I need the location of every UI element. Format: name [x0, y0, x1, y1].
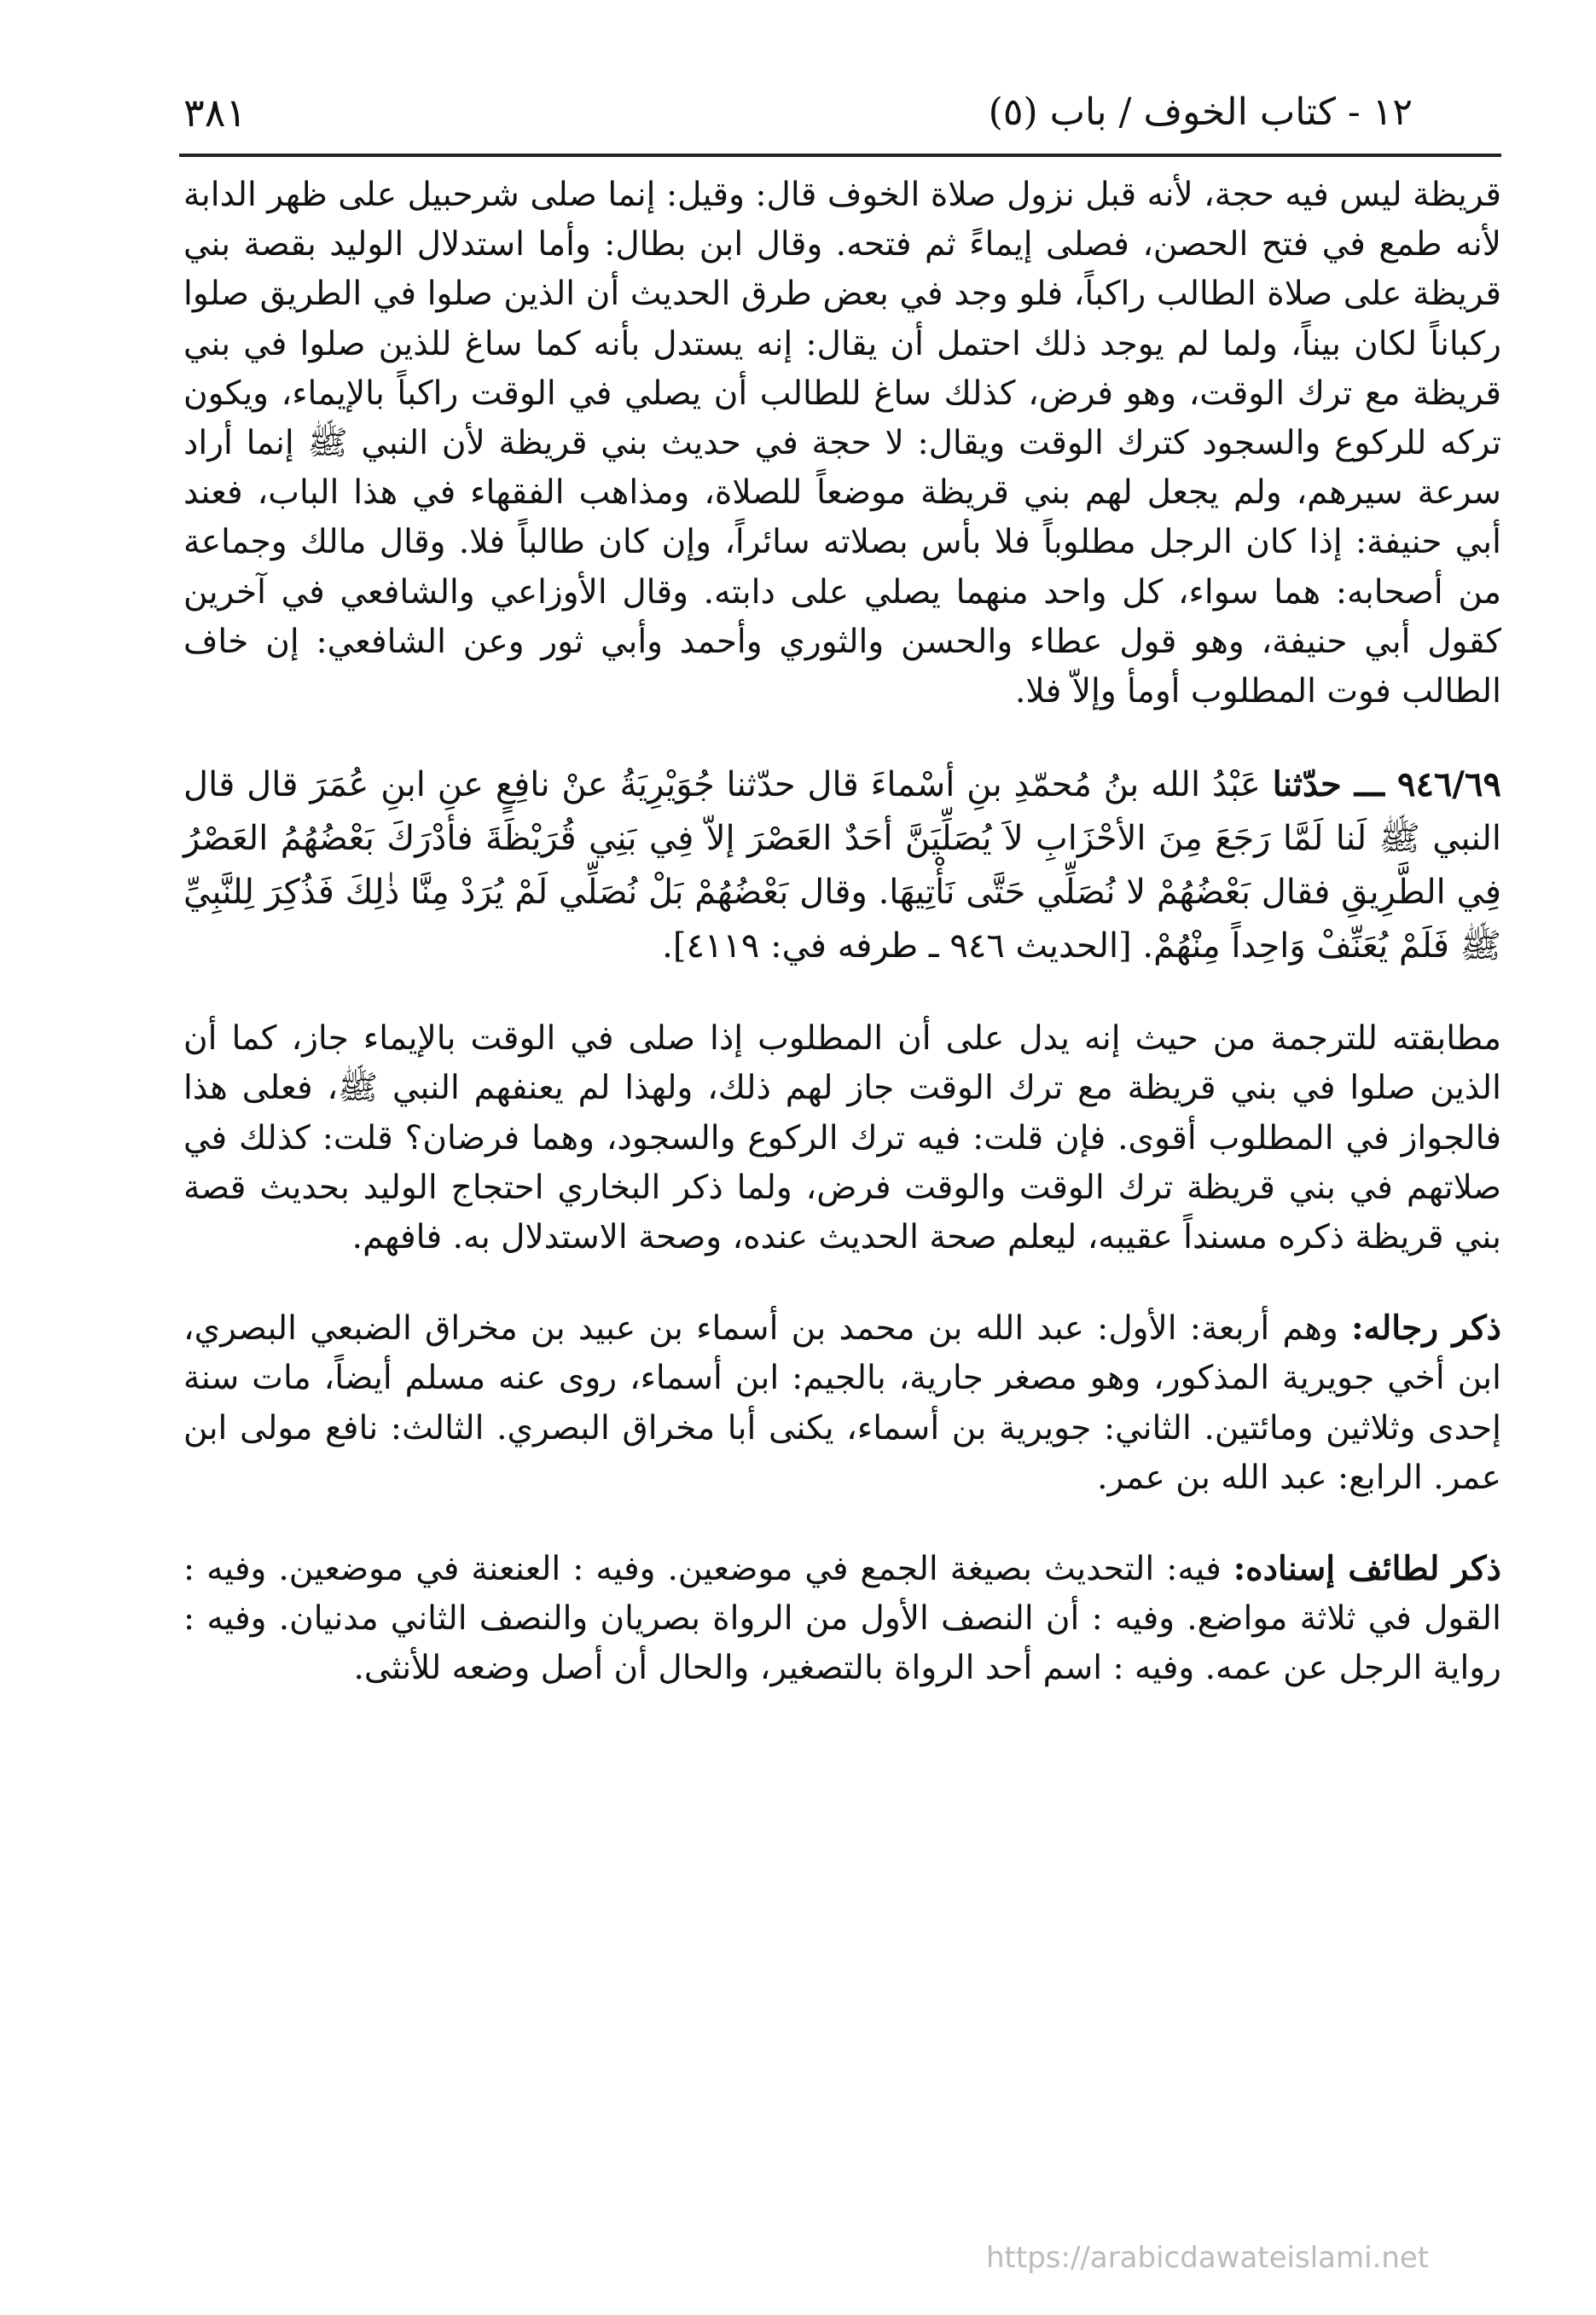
website-watermark: https://arabicdawateislami.net	[986, 2241, 1430, 2275]
commentary-paragraph	[183, 171, 1501, 717]
page-number: ٣٨١	[183, 90, 247, 136]
narrators-paragraph	[183, 1303, 1501, 1503]
header-divider	[179, 154, 1501, 157]
paragraph-text: قريظة ليس فيه حجة، لأنه قبل نزول صلاة الخوف قال: وقيل: إنما صلى شرحبيل على ظهر الدابة لأنه طمع في فتح الحصن، فصلى إيماءً ثم فتحه. وقال ابن بطال: وأما استدلال الوليد بقصة بني قريظة على صلاة الطالب راكباً، فلو وجد في بعض طرق الحديث أن الذين صلوا في الطريق صلوا ركباناً لكان بيناً، ولما لم يوجد ذلك احتمل أن يقال: إنه يستدل بأنه كما ساغ للذين صلوا في بني قريظة مع ترك الوقت، وهو فرض، كذلك ساغ للطالب أن يصلي في الوقت راكباً بالإيماء، ويكون تركه للركوع والسجود كترك الوقت ويقال: لا حجة في حديث بني قريظة لأن النبي ﷺ إنما أراد سرعة سيرهم، ولم يجعل لهم بني قريظة موضعاً للصلاة، ومذاهب الفقهاء في هذا الباب، فعند أبي حنيفة: إذا كان الرجل مطلوباً فلا بأس بصلاته سائراً، وإن كان طالباً فلا. وقال مالك وجماعة من أصحابه: هما سواء، كل واحد منهما يصلي على دابته. وقال الأوزاعي والشافعي في آخرين كقول أبي حنيفة، وهو قول عطاء والحسن والثوري وأحمد وأبي ثور وعن الشافعي: إن خاف الطالب فوت المطلوب أومأ وإلاّ فلا.	[183, 176, 1501, 711]
hadith-text: عَبْدُ الله بنُ مُحمّدِ بنِ أسْماءَ قال حدّثنا جُوَيْرِيَةُ عنْ نافِعٍ عنِ ابنِ عُمَرَ قال قال النبي ﷺ لَنا لَمَّا رَجَعَ مِنَ الأحْزَابِ لاَ يُصَلِّيَنَّ أحَدٌ العَصْرَ إلاّ فِي بَنِي قُرَيْظَةَ فأدْرَكَ بَعْضُهُمُ العَصْرُ فِي الطَّرِيقِ فقال بَعْضُهُمْ لا نُصَلِّي حَتَّى نَأْتِيهَا. وقال بَعْضُهُمْ بَلْ نُصَلِّي لَمْ يُرَدْ مِنَّا ذٰلِكَ فَذُكِرَ لِلنَّبِيِّ ﷺ فَلَمْ يُعَنِّفْ وَاحِداً مِنْهُمْ. [الحديث ٩٤٦ ـ طرفه في: ٤١١٩].	[183, 765, 1501, 966]
hadith-number: ٩٤٦/٦٩ ـــ حدّثنا	[1272, 764, 1501, 805]
hadith-paragraph	[183, 757, 1501, 973]
chapter-heading: ١٢ - كتاب الخوف / باب (٥)	[988, 90, 1413, 134]
section-heading: ذكر رجاله:	[1351, 1308, 1501, 1349]
paragraph-text: مطابقته للترجمة من حيث إنه يدل على أن المطلوب إذا صلى في الوقت بالإيماء جاز، كما أن الذين صلوا في بني قريظة مع ترك الوقت جاز لهم ذلك، ولهذا لم يعنفهم النبي ﷺ، فعلى هذا فالجواز في المطلوب أقوى. فإن قلت: فيه ترك الركوع والسجود، وهما فرضان؟ قلت: كذلك في صلاتهم في بني قريظة ترك الوقت والوقت فرض، ولما ذكر البخاري احتجاج الوليد بحديث قصة بني قريظة ذكره مسنداً عقيبه، ليعلم صحة الحديث عنده، وصحة الاستدلال به. فافهم.	[183, 1019, 1501, 1257]
paragraph-text: وهم أربعة: الأول: عبد الله بن محمد بن أسماء بن عبيد بن مخراق الضبعي البصري، ابن أخي جويرية المذكور، وهو مصغر جارية، بالجيم: ابن أسماء، روى عنه مسلم أيضاً، مات سنة إحدى وثلاثين ومائتين. الثاني: جويرية بن أسماء، يكنى أبا مخراق البصري. الثالث: نافع مولى ابن عمر. الرابع: عبد الله بن عمر.	[183, 1309, 1501, 1497]
paragraph-text: فيه: التحديث بصيغة الجمع في موضعين. وفيه : العنعنة في موضعين. وفيه : القول في ثلاثة مواضع. وفيه : أن النصف الأول من الرواة بصريان والنصف الثاني مدنيان. وفيه : رواية الرجل عن عمه. وفيه : اسم أحد الرواة بالتصغير، والحال أن أصل وضعه للأنثى.	[183, 1550, 1501, 1688]
chain-notes-paragraph	[183, 1544, 1501, 1694]
page-body	[183, 171, 1501, 1694]
running-header	[183, 78, 1413, 147]
section-heading: ذكر لطائف إسناده:	[1233, 1549, 1501, 1589]
explanation-paragraph	[183, 1014, 1501, 1262]
